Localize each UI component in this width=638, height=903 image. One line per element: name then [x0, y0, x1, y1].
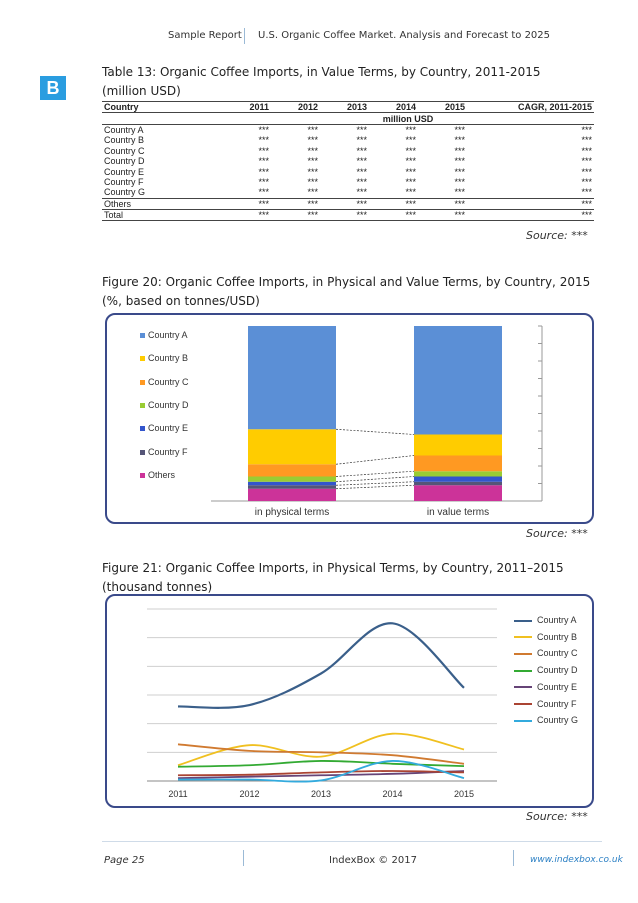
legend-item — [514, 699, 577, 709]
indexbox-logo-icon: B — [40, 76, 66, 100]
figure21-caption-line2: (thousand tonnes) — [102, 580, 213, 594]
footer-page-number: Page 25 — [104, 855, 145, 866]
table-cell-value: *** — [307, 176, 318, 187]
legend-item — [514, 648, 578, 658]
bar-segment — [414, 485, 502, 501]
legend-label: Country E — [148, 423, 189, 434]
legend-label: Country A — [537, 615, 577, 625]
legend-label: Country C — [537, 648, 578, 659]
footer-website-link[interactable]: www.indexbox.co.uk — [530, 855, 623, 865]
table-cell-value: *** — [454, 176, 465, 187]
table-cell-value: *** — [258, 135, 269, 146]
table-cell-value: *** — [405, 176, 416, 187]
table13-col-2012: 2012 — [271, 102, 320, 113]
series-connector — [336, 477, 414, 482]
table-cell-value: *** — [320, 198, 369, 209]
x-tick-label: 2014 — [382, 789, 403, 799]
legend-item — [514, 632, 577, 642]
table13-header-row — [102, 102, 594, 113]
table13-col-2013: 2013 — [320, 102, 369, 113]
table-cell-value: *** — [581, 166, 592, 177]
table-cell-value: *** — [307, 124, 318, 135]
table-cell-value: *** — [581, 124, 592, 135]
table-row — [102, 177, 594, 187]
table13-col-2014: 2014 — [369, 102, 418, 113]
table-cell-value: *** — [405, 187, 416, 198]
bar-segment — [248, 429, 336, 464]
table-cell-value: *** — [454, 187, 465, 198]
table-row — [102, 135, 594, 145]
bar-segment — [414, 435, 502, 456]
footer-copyright: IndexBox © 2017 — [329, 855, 417, 866]
series-connector — [336, 429, 414, 434]
table-cell-country: Country G — [104, 187, 146, 198]
table-cell-value: *** — [258, 166, 269, 177]
table-cell-value: *** — [581, 176, 592, 187]
x-tick-label: in value terms — [426, 507, 490, 518]
table13-col-country: Country — [102, 102, 222, 113]
footer-divider — [102, 841, 602, 842]
table13 — [102, 101, 594, 221]
legend-label: Country B — [537, 631, 578, 642]
table-row — [102, 156, 594, 166]
table-cell-value: *** — [467, 198, 594, 209]
table-cell-country: Country E — [104, 166, 145, 177]
table-cell-value: *** — [307, 166, 318, 177]
table-cell-value: *** — [405, 156, 416, 167]
table-cell-value: *** — [356, 187, 367, 198]
bar-segment — [414, 326, 502, 435]
bar-segment — [248, 482, 336, 486]
table13-caption-line1: Table 13: Organic Coffee Imports, in Value Terms, by Country, 2011-2015 — [102, 65, 541, 79]
table13-col-2011: 2011 — [222, 102, 271, 113]
table-cell-value: *** — [467, 209, 594, 220]
legend-item — [514, 665, 578, 675]
table-cell-value: *** — [369, 198, 418, 209]
figure20-chart — [107, 315, 592, 522]
table-cell-country: Country C — [104, 145, 145, 156]
table-cell-value: *** — [258, 187, 269, 198]
table-cell-country: Country B — [104, 135, 145, 146]
legend-item — [514, 615, 577, 625]
figure20-caption-line1: Figure 20: Organic Coffee Imports, in Physical and Value Terms, by Country, 2015 — [102, 275, 591, 289]
legend-label: Country F — [537, 698, 577, 709]
table-cell-value: *** — [307, 135, 318, 146]
table-cell-country: Country A — [104, 124, 144, 135]
table-cell-value: *** — [320, 209, 369, 220]
legend-item — [514, 715, 578, 725]
x-tick-label: 2015 — [453, 789, 475, 799]
table-cell-value: *** — [454, 124, 465, 135]
bar-segment — [248, 489, 336, 501]
x-tick-label: 2013 — [310, 789, 332, 799]
figure20-caption — [102, 273, 590, 311]
series-connector — [336, 482, 414, 486]
bar-segment — [414, 482, 502, 486]
x-tick-label: 2011 — [168, 789, 188, 799]
table-cell-value: *** — [307, 156, 318, 167]
table-cell-value: *** — [356, 156, 367, 167]
table13-caption-line2: (million USD) — [102, 84, 181, 98]
bar-segment — [414, 471, 502, 476]
x-tick-label: 2012 — [239, 789, 260, 799]
table-cell-value: *** — [356, 166, 367, 177]
table13-col-2015: 2015 — [418, 102, 467, 113]
table-cell-value: *** — [258, 145, 269, 156]
table-cell-value: *** — [369, 209, 418, 220]
table-cell-country: Country D — [104, 156, 145, 167]
series-connector — [336, 471, 414, 476]
table-row — [102, 146, 594, 156]
bar-segment — [414, 456, 502, 472]
table-cell-country: Country F — [104, 176, 144, 187]
bar-segment — [248, 477, 336, 482]
table-cell-value: *** — [405, 124, 416, 135]
table-cell-value: *** — [258, 156, 269, 167]
legend-label: Country G — [537, 715, 579, 726]
table-cell-value: *** — [581, 135, 592, 146]
table-cell-value: *** — [258, 176, 269, 187]
table-row — [102, 166, 594, 176]
bar-segment — [248, 485, 336, 489]
table13-source: Source: *** — [526, 229, 588, 242]
header-report-title: U.S. Organic Coffee Market. Analysis and Forecast to 2025 — [258, 30, 551, 41]
table-cell-value: *** — [581, 187, 592, 198]
footer-divider-right — [513, 850, 514, 866]
table-cell-country: Total — [102, 209, 222, 220]
table-cell-value: *** — [454, 156, 465, 167]
bar-segment — [414, 477, 502, 482]
legend-label: Country E — [537, 681, 578, 692]
legend-label: Country F — [148, 446, 188, 457]
figure21-caption — [102, 559, 564, 597]
table-cell-value: *** — [418, 209, 467, 220]
footer-divider-left — [243, 850, 244, 866]
series-connector — [336, 485, 414, 489]
table-row — [102, 209, 594, 220]
legend-label: Country C — [148, 376, 189, 387]
table-cell-value: *** — [454, 166, 465, 177]
legend-line-swatch — [514, 620, 532, 622]
table-cell-value: *** — [454, 135, 465, 146]
table-cell-value: *** — [418, 198, 467, 209]
table13-col-cagr: CAGR, 2011-2015 — [467, 102, 594, 113]
figure21-caption-line1: Figure 21: Organic Coffee Imports, in Physical Terms, by Country, 2011–2015 — [102, 561, 564, 575]
legend-label: Country D — [537, 665, 578, 676]
table-cell-value: *** — [581, 156, 592, 167]
figure21-chart-frame — [105, 594, 594, 808]
table-cell-value: *** — [222, 209, 271, 220]
legend-label: Country D — [148, 399, 189, 410]
figure20-chart-frame — [105, 313, 594, 524]
table-row — [102, 198, 594, 209]
table-cell-country: Others — [102, 198, 222, 209]
bar-segment — [248, 326, 336, 429]
table-cell-value: *** — [454, 145, 465, 156]
legend-line-swatch — [514, 670, 532, 672]
table-cell-value: *** — [356, 135, 367, 146]
table-cell-value: *** — [222, 198, 271, 209]
header-report-type: Sample Report — [168, 30, 242, 41]
legend-line-swatch — [514, 636, 532, 638]
table-cell-value: *** — [356, 145, 367, 156]
table-cell-value: *** — [271, 198, 320, 209]
header-divider — [244, 28, 245, 44]
legend-line-swatch — [514, 720, 532, 722]
table-row — [102, 187, 594, 198]
legend-line-swatch — [514, 686, 532, 688]
table-cell-value: *** — [356, 176, 367, 187]
table-cell-value: *** — [405, 135, 416, 146]
legend-label: Country B — [148, 353, 189, 364]
series-connector — [336, 456, 414, 465]
legend-line-swatch — [514, 703, 532, 705]
table-cell-value: *** — [307, 145, 318, 156]
table-cell-value: *** — [258, 124, 269, 135]
table13-caption — [102, 63, 540, 101]
legend-label: Others — [148, 469, 176, 480]
legend-item — [514, 682, 577, 692]
table-row — [102, 124, 594, 135]
table13-unit: million USD — [222, 113, 594, 124]
table-cell-value: *** — [581, 145, 592, 156]
figure20-source: Source: *** — [526, 527, 588, 540]
table-cell-value: *** — [307, 187, 318, 198]
table-cell-value: *** — [271, 209, 320, 220]
table-cell-value: *** — [405, 166, 416, 177]
legend-label: Country A — [148, 330, 188, 340]
figure21-source: Source: *** — [526, 810, 588, 823]
figure20-caption-line2: (%, based on tonnes/USD) — [102, 294, 260, 308]
table-cell-value: *** — [405, 145, 416, 156]
legend-line-swatch — [514, 653, 532, 655]
table-cell-value: *** — [356, 124, 367, 135]
x-tick-label: in physical terms — [254, 507, 330, 518]
bar-segment — [248, 464, 336, 476]
table13-unit-row — [102, 113, 594, 124]
